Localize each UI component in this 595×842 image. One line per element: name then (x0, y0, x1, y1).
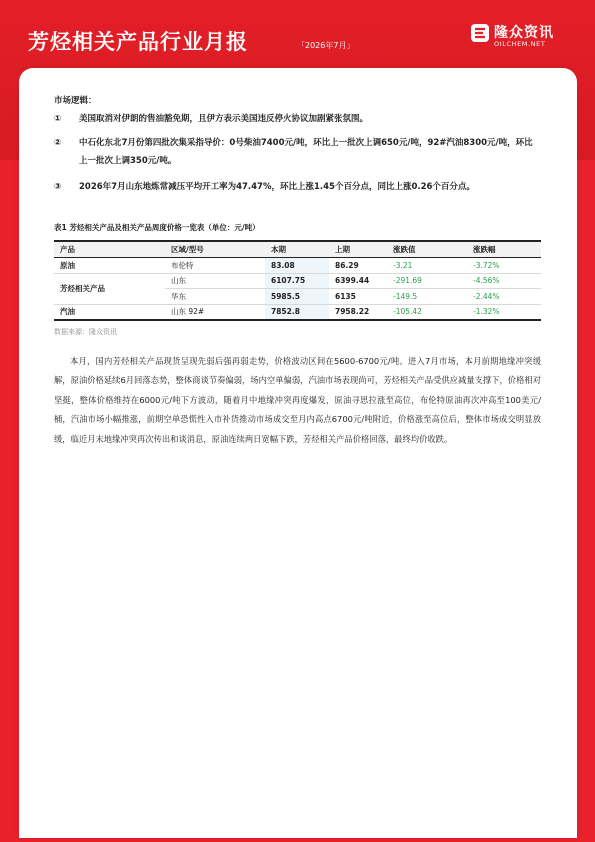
cell-previous: 86.29 (329, 258, 387, 274)
table-caption: 表1 芳烃相关产品及相关产品周度价格一览表（单位：元/吨） (54, 223, 260, 232)
table-row (54, 273, 541, 289)
col-header-pct: 涨跌幅 (467, 241, 541, 258)
cell-pct: -3.72% (467, 258, 541, 274)
market-logic-heading: 市场逻辑： (54, 96, 97, 106)
cell-region: 华东 (165, 289, 265, 305)
oilchem-logo (470, 22, 570, 50)
report-date: 「2026年7月」 (297, 41, 355, 50)
cell-region: 山东 (165, 273, 265, 289)
col-header-change: 涨跌值 (387, 241, 467, 258)
col-header-product: 产品 (54, 241, 165, 258)
table-row (54, 258, 541, 274)
cell-product: 原油 (54, 258, 165, 274)
table-row (54, 304, 541, 320)
col-header-previous: 上期 (329, 241, 387, 258)
report-title: 芳烃相关产品行业月报 (28, 30, 248, 54)
cell-product: 汽油 (54, 304, 165, 320)
cell-current: 83.08 (265, 258, 329, 274)
logo-text-en: OILCHEM.NET (494, 40, 546, 48)
logo-mark-icon (470, 23, 490, 43)
cell-pct: -2.44% (467, 289, 541, 305)
logic-number: ② (54, 138, 62, 148)
cell-change: -3.21 (387, 258, 467, 274)
logic-text: 2026年7月山东地炼常减压平均开工率为47.47%，环比上涨1.45个百分点，同比上涨0.26个百分点。 (79, 182, 475, 192)
table-header-row (54, 241, 541, 258)
logic-text: 美国取消对伊朗的售油豁免期，且伊方表示美国违反停火协议加剧紧张氛围。 (79, 114, 369, 124)
cell-pct: -1.32% (467, 304, 541, 320)
cell-region: 布伦特 (165, 258, 265, 274)
cell-region: 山东 92# (165, 304, 265, 320)
cell-product: 芳烃相关产品 (54, 273, 165, 304)
logic-number: ③ (54, 182, 62, 192)
monthly-summary-paragraph: 本月，国内芳烃相关产品现货呈现先弱后强再弱走势，价格波动区间在5600-6700元/吨。进入7月市场，本月前期地缘冲突缓解，原油价格延续6月回落态势，整体商谈节奏偏弱，场内空单偏弱，汽油市场表现尚可，芳烃相关产品受供应减量支撑下，价格相对坚挺，整体价格维持在6000元/吨下方波动，随着月中地缘冲突再度爆发，原油寻思拉涨至高位，布伦特原油再次冲高至100美元/桶，汽油市场小幅推涨，前期空单恐慌性入市补货推动市场成交至月内高点6700元/吨附近，价格涨至高位后，整体市场成交明显放缓，临近月末地缘冲突再次传出和谈消息，原油连续两日宽幅下跌，芳烃相关产品价格回落，最终均价收跌。 (54, 356, 541, 444)
cell-change: -291.69 (387, 273, 467, 289)
cell-change: -105.42 (387, 304, 467, 320)
logic-text: 中石化东北7月份第四批次集采指导价：0号柴油7400元/吨，环比上一批次上调650元/吨，92#汽油8300元/吨，环比上一批次上调350元/吨。 (79, 138, 533, 166)
cell-pct: -4.56% (467, 273, 541, 289)
logic-number: ① (54, 114, 62, 124)
cell-previous: 7958.22 (329, 304, 387, 320)
logo-text-cn: 隆众资讯 (494, 25, 554, 41)
data-source-note: 数据来源：隆众资讯 (54, 328, 117, 336)
col-header-current: 本期 (265, 241, 329, 258)
cell-current: 7852.8 (265, 304, 329, 320)
cell-current: 5985.5 (265, 289, 329, 305)
cell-previous: 6135 (329, 289, 387, 305)
price-table (54, 240, 541, 321)
col-header-region: 区域/型号 (165, 241, 265, 258)
cell-current: 6107.75 (265, 273, 329, 289)
cell-previous: 6399.44 (329, 273, 387, 289)
cell-change: -149.5 (387, 289, 467, 305)
